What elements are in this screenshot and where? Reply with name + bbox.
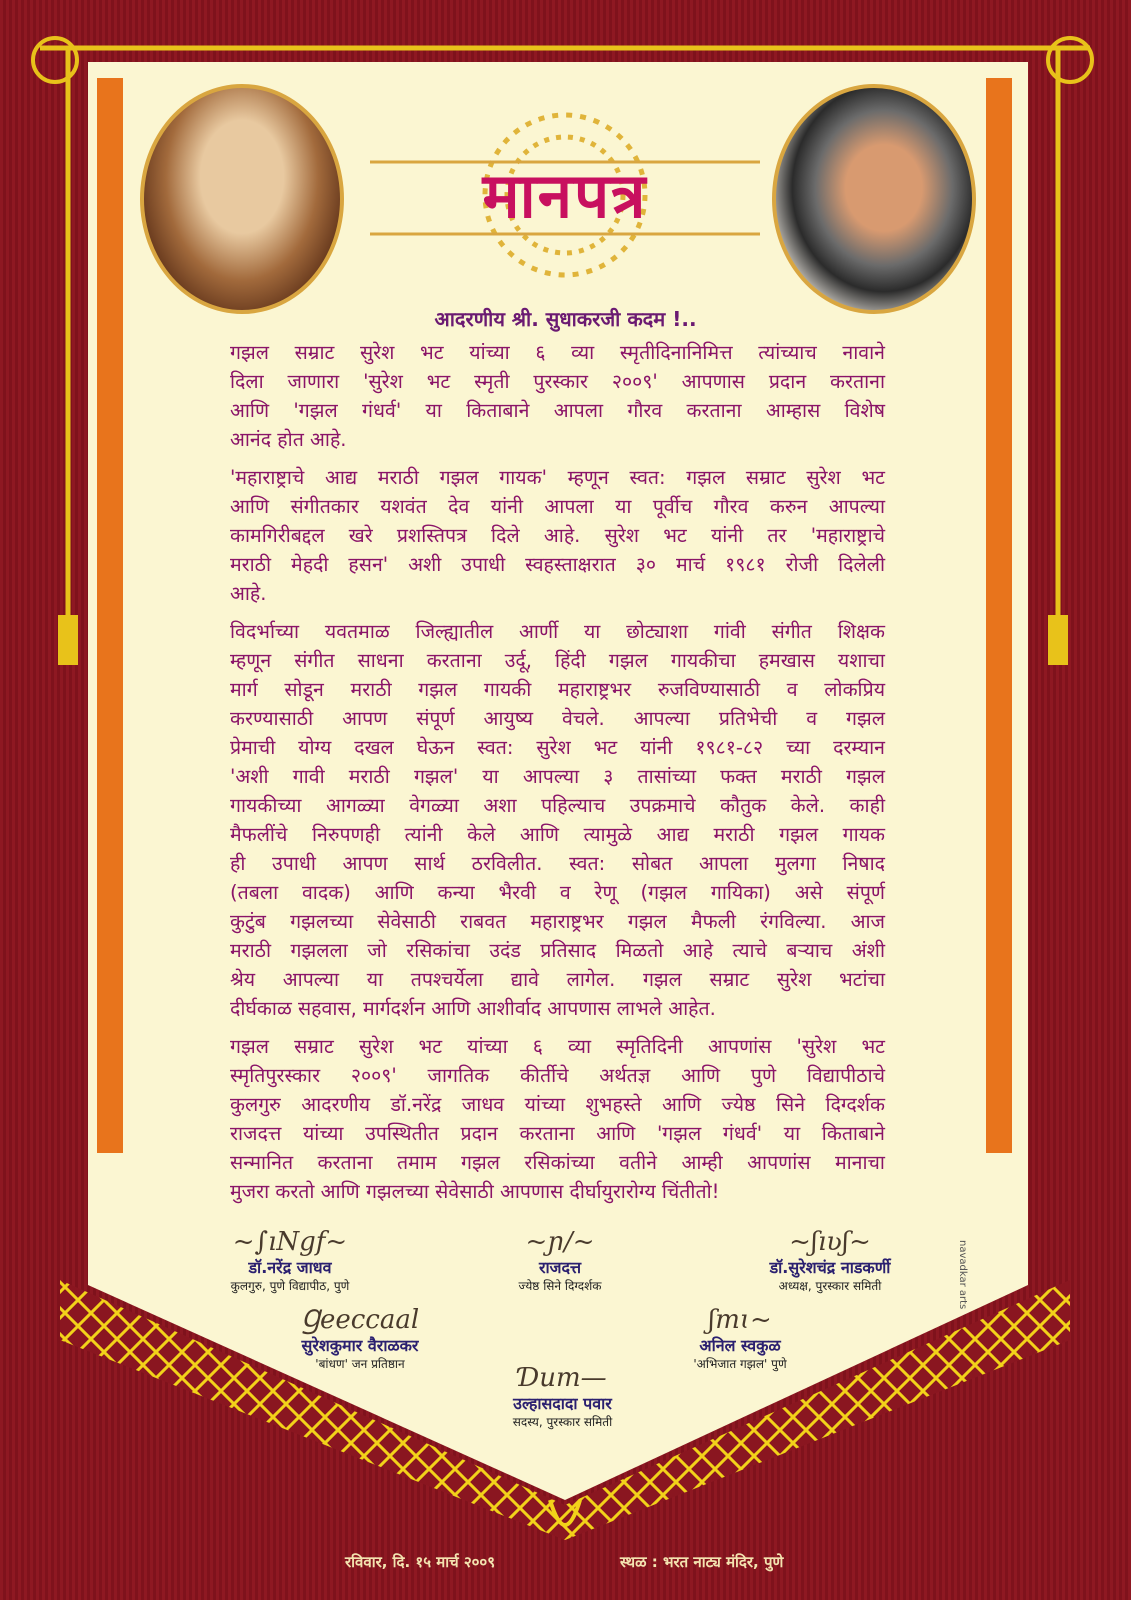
signature-mark: Ɡeeccaal xyxy=(300,1305,420,1335)
orange-strip-left xyxy=(97,78,123,1153)
portrait-suresh-bhat xyxy=(140,84,344,314)
signatory-1 xyxy=(190,1226,390,1294)
event-venue: स्थळ : भरत नाट्य मंदिर, पुणे xyxy=(620,1553,784,1571)
text-line: मैफलींचे निरुपणही त्यांनी केले आणि त्यामुळे आद्य मराठी गझल गायक xyxy=(230,823,885,846)
text-line: गायकीच्या आगळ्या वेगळ्या अशा पहिल्याच उपक्रमाचे कौतुक केले. काही xyxy=(230,794,885,817)
text-line: 'अशी गावी मराठी गझल' या आपल्या ३ तासांच्या फक्त मराठी गझल xyxy=(230,765,885,788)
signature-mark: ~∫ıNgf~ xyxy=(232,1227,348,1257)
paragraph xyxy=(230,463,885,608)
citation-body xyxy=(230,338,885,1215)
text-line: म्हणून संगीत साधना करताना उर्दू, हिंदी गझल गायकीचा हमखास यशाचा xyxy=(230,649,885,672)
text-line: दिला जाणारा 'सुरेश भट स्मृती पुरस्कार २००९' आपणास प्रदान करताना xyxy=(230,370,885,393)
text-line: श्रेय आपल्या या तपश्चर्येला द्यावे लागेल. गझल सम्राट सुरेश भटांचा xyxy=(230,968,885,991)
signature-mark: ~ʃıʋʃ~ xyxy=(789,1227,871,1257)
text-line: कुटुंब गझलच्या सेवेसाठी राबवत महाराष्ट्रभर गझल मैफली रंगविल्या. आज xyxy=(230,910,885,933)
text-line: आहे. xyxy=(230,582,267,605)
text-line: आणि 'गझल गंधर्व' या किताबाने आपला गौरव करताना आम्हास विशेष xyxy=(230,399,885,422)
text-line: मराठी मेहदी हसन' अशी उपाधी स्वहस्ताक्षरात ३० मार्च १९८१ रोजी दिलेली xyxy=(230,553,885,576)
text-line: मराठी गझलला जो रसिकांचा उदंड प्रतिसाद मिळतो आहे त्याचे बऱ्याच अंशी xyxy=(230,939,885,962)
signatory-5 xyxy=(655,1304,825,1372)
designer-credit: navadkar arts xyxy=(957,1240,968,1310)
signatory-role: 'अभिजात गझल' पुणे xyxy=(693,1357,787,1371)
signatory-4 xyxy=(255,1304,465,1372)
text-line: करण्यासाठी आपण संपूर्ण आयुष्य वेचले. आपल्या प्रतिभेची व गझल xyxy=(230,707,885,730)
signatory-role: कुलगुरु, पुणे विद्यापीठ, पुणे xyxy=(230,1279,350,1293)
text-line: कुलगुरु आदरणीय डॉ.नरेंद्र जाधव यांच्या शुभहस्ते आणि ज्येष्ठ सिने दिग्दर्शक xyxy=(230,1093,885,1116)
text-line: गझल सम्राट सुरेश भट यांच्या ६ व्या स्मृतिदिनी आपणांस 'सुरेश भट xyxy=(230,1035,885,1058)
certificate-title: मानपत्र xyxy=(482,159,648,232)
signatory-name: राजदत्त xyxy=(538,1258,582,1277)
text-line: विदर्भाच्या यवतमाळ जिल्ह्यातील आर्णी या छोट्याशा गांवी संगीत शिक्षक xyxy=(230,620,885,643)
text-line: आनंद होत आहे. xyxy=(230,428,347,451)
paragraph xyxy=(230,617,885,1023)
signature-mark: Ɗum— xyxy=(518,1363,607,1393)
portrait-sudhakar-kadam xyxy=(772,84,976,314)
signatory-name: डॉ.सुरेशचंद्र नाडकर्णी xyxy=(769,1258,891,1277)
text-line: आणि संगीतकार यशवंत देव यांनी आपला या पूर्वीच गौरव करुन आपल्या xyxy=(230,495,885,518)
text-line: दीर्घकाळ सहवास, मार्गदर्शन आणि आशीर्वाद आपणास लाभले आहेत. xyxy=(230,997,716,1020)
text-line: कामगिरीबद्दल खरे प्रशस्तिपत्र दिले आहे. सुरेश भट यांनी तर 'महाराष्ट्राचे xyxy=(230,524,885,547)
text-line: स्मृतिपुरस्कार २००९' जागतिक कीर्तीचे अर्थतज्ञ आणि पुणे विद्यापीठाचे xyxy=(230,1064,885,1087)
text-line: गझल सम्राट सुरेश भट यांच्या ६ व्या स्मृतीदिनानिमित्त त्यांच्याच नावाने xyxy=(230,341,885,364)
text-line: ही उपाधी आपण सार्थ ठरविलीत. स्वत: सोबत आपला मुलगा निषाद xyxy=(230,852,885,875)
event-date: रविवार, दि. १५ मार्च २००९ xyxy=(345,1553,496,1571)
text-line: (तबला वादक) आणि कन्या भैरवी व रेणू (गझल गायिका) असे संपूर्ण xyxy=(230,881,885,904)
greeting: आदरणीय श्री. सुधाकरजी कदम !.. xyxy=(434,307,697,331)
paragraph xyxy=(230,338,885,454)
signatory-role: सदस्य, पुरस्कार समिती xyxy=(512,1415,613,1429)
signatory-2 xyxy=(480,1226,640,1294)
signatory-name: उल्हासदादा पवार xyxy=(513,1394,612,1413)
signatory-3 xyxy=(725,1226,935,1294)
signatory-role: अध्यक्ष, पुरस्कार समिती xyxy=(778,1279,882,1293)
signatory-name: सुरेशकुमार वैराळकर xyxy=(301,1336,419,1355)
text-line: राजदत्त यांच्या उपस्थितीत प्रदान करताना आणि 'गझल गंधर्व' या किताबाने xyxy=(230,1122,885,1145)
orange-strip-right xyxy=(986,78,1012,1153)
text-line: प्रेमाची योग्य दखल घेऊन स्वत: सुरेश भट यांनी १९८१-८२ च्या दरम्यान xyxy=(230,736,885,759)
text-line: मुजरा करतो आणि गझलच्या सेवेसाठी आपणास दीर्घायुरारोग्य चिंतीतो! xyxy=(230,1180,720,1203)
tassel-right xyxy=(1048,615,1068,665)
signatory-role: ज्येष्ठ सिने दिग्दर्शक xyxy=(518,1279,602,1293)
paragraph xyxy=(230,1032,885,1206)
text-line: 'महाराष्ट्राचे आद्य मराठी गझल गायक' म्हणून स्वत: गझल सम्राट सुरेश भट xyxy=(230,466,885,489)
tassel-left xyxy=(58,615,78,665)
signatory-6 xyxy=(480,1362,645,1430)
signatory-name: अनिल स्वकुळ xyxy=(699,1336,781,1355)
signatory-role: 'बांधण' जन प्रतिष्ठान xyxy=(315,1357,405,1371)
rope-knot-right xyxy=(1048,38,1092,82)
text-line: सन्मानित करताना तमाम गझल रसिकांच्या वतीने आम्ही आपणांस मानाचा xyxy=(230,1151,885,1174)
signature-mark: ʃmɩ~ xyxy=(708,1305,772,1335)
signatory-name: डॉ.नरेंद्र जाधव xyxy=(248,1258,332,1277)
text-line: मार्ग सोडून मराठी गझल गायकी महाराष्ट्रभर रुजविण्यासाठी व लोकप्रिय xyxy=(230,678,885,701)
signature-mark: ~ɲ/~ xyxy=(525,1227,595,1257)
